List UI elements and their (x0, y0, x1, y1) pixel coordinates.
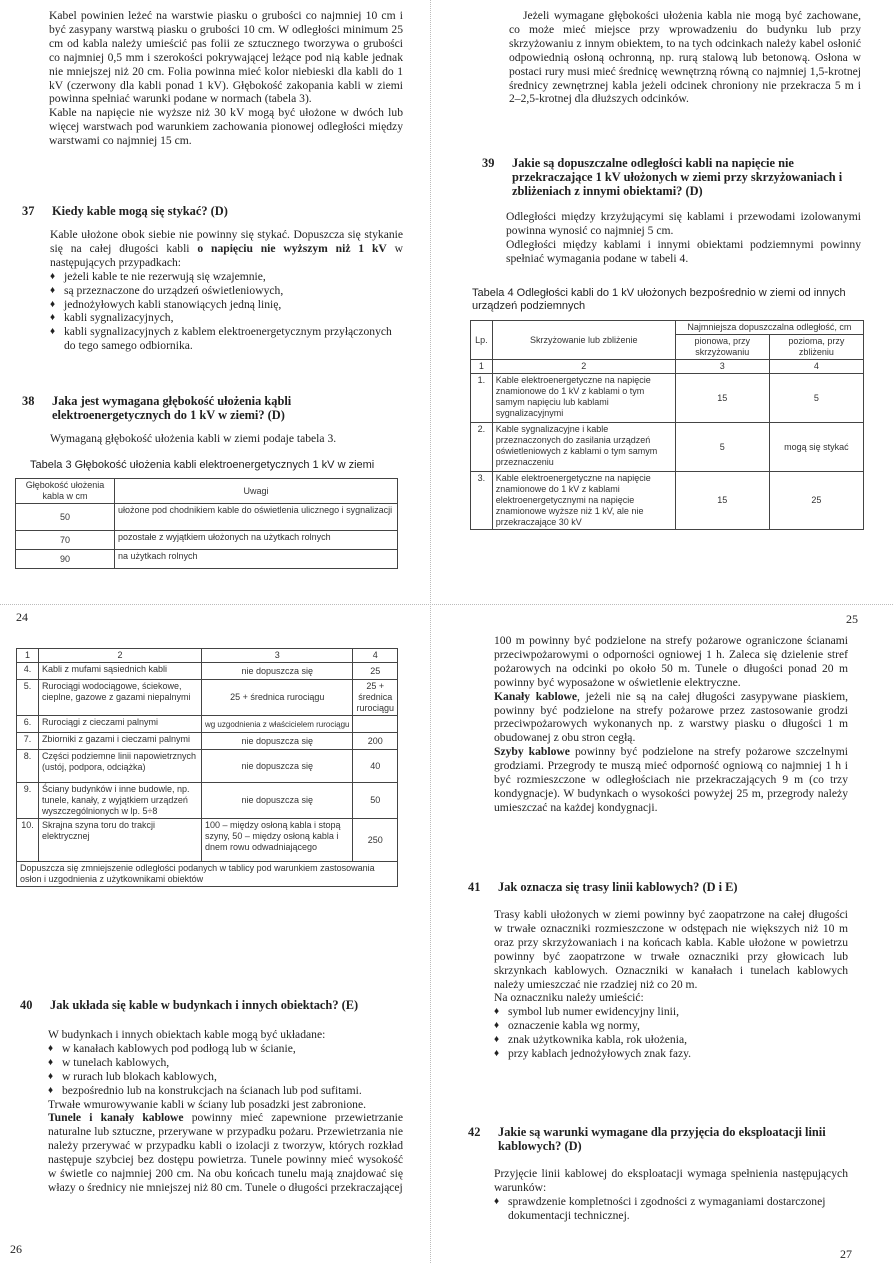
list-item: ♦ są przeznaczone do urządzeń oświetleniowych, (50, 284, 403, 298)
table-row (17, 862, 398, 887)
table-cell: 100 – między osłoną kabla i stopą szyny, 50 – między osłoną kabla i dnem rowu odwadniającego (201, 819, 353, 862)
page25-intro (509, 9, 861, 106)
table-cell: 10. (17, 819, 39, 862)
page24-para1: Kabel powinien leżeć na warstwie piasku o grubości co najmniej 10 cm i być zasypany warstwą piasku o grubości 10 cm. W odległości minimum 25 cm od kabla należy umieścić pas folii ze sztucznego tworzywa o grubości co najmniej 0,5 mm i szerokości pokrywającej leżące pod nią kable jednak nie mniejszej niż 20 cm. Folia powinna mieć kolor niebieski dla kabli do 1 kV (czerwony dla kabli ponad 1 kV). Głębokość zakopania kabli w ziemi powinna spełniać warunki podane w normach (tabela 3). (49, 9, 403, 106)
page24-para2: Kable na napięcie nie wyższe niż 30 kV mogą być ułożone w dwóch lub więcej warstwach pod warunkiem zachowania pionowej odległości między warstwami co najmniej 15 cm. (49, 106, 403, 148)
list-item: ♦ znak użytkownika kabla, rok ułożenia, (494, 1033, 848, 1047)
question-40 (20, 998, 403, 1195)
table-row (16, 504, 398, 531)
table-header-cell: Skrzyżowanie lub zbliżenie (492, 321, 675, 360)
question-title: Kiedy kable mogą się stykać? (D) (52, 204, 228, 218)
question-38-heading (22, 394, 403, 422)
list-item: ♦ symbol lub numer ewidencyjny linii, (494, 1005, 848, 1019)
table-header-cell: Uwagi (115, 479, 398, 504)
question-40-intro: W budynkach i innych obiektach kable mogą być układane: (48, 1028, 326, 1041)
table-row (471, 360, 864, 374)
question-41-p2: Na oznaczniku należy umieścić: (494, 991, 644, 1005)
table-header-cell: pionowa, przy skrzyżowaniu (675, 335, 769, 360)
table-cell: 40 (353, 750, 398, 783)
table-cell: 70 (16, 531, 115, 550)
table-cell: 4. (17, 663, 39, 680)
table4-caption: Tabela 4 Odległości kabli do 1 kV ułożonych bezpośrednio w ziemi od innych urządzeń podziemnych (472, 287, 846, 312)
table-cell: 250 (353, 819, 398, 862)
table-cell: Ściany budynków i inne budowle, np. tunele, kanały, z wyjątkiem urządzeń wyszczególnionych w lp. 5÷8 (38, 783, 201, 819)
list-item: ♦ przy kablach jednożyłowych znak fazy. (494, 1047, 848, 1061)
question-title: Jaka jest wymagana głębokość ułożenia kąbli elektroenergetycznych do 1 kV w ziemi? (D) (52, 394, 292, 422)
question-title: Jakie są warunki wymagane dla przyjęcia do eksploatacji linii kablowych? (D) (498, 1125, 826, 1153)
list-item: ♦ kabli sygnalizacyjnych, (50, 311, 403, 325)
table-cell: 200 (353, 733, 398, 750)
question-37-heading (22, 204, 403, 218)
table-header-cell: Lp. (471, 321, 493, 360)
table-cell: 6. (17, 716, 39, 733)
table-row (17, 733, 398, 750)
table-cell: 25 (353, 663, 398, 680)
table-cell: 25 + średnica rurociągu (201, 680, 353, 716)
page27-p2: Kanały kablowe, jeżeli nie są na całej długości zasypywane piaskiem, powinny być podzielone na strefy pożarowe przez zastosowanie grodzi przeciwpożarowych wykonanych np. z warstwy piasku o długości 1 m obudowanej z obu stron cegłą. (494, 689, 848, 745)
table-header-cell: Najmniejsza dopuszczalna odległość, cm (675, 321, 863, 335)
table-cell: nie dopuszcza się (201, 783, 353, 819)
list-item: ♦ oznaczenie kabla wg normy, (494, 1019, 848, 1033)
table-cell: 5 (769, 374, 863, 423)
table-cell: Kable sygnalizacyjne i kable przeznaczonych do zasilania urządzeń oświetleniowych z kablami o tym samym przeznaczeniu (492, 423, 675, 472)
table-row (17, 783, 398, 819)
table-cell: Kable elektroenergetyczne na napięcie znamionowe do 1 kV z kablami o tym samym napięciu lub kablami sygnalizacyjnymi (492, 374, 675, 423)
table-row (471, 472, 864, 530)
table-row (471, 374, 864, 423)
table-cell: Kabli z mufami sąsiednich kabli (38, 663, 201, 680)
question-39 (482, 156, 861, 266)
question-number: 42 (468, 1125, 481, 1139)
list-item: ♦ bezpośrednio lub na konstrukcjach na ścianach lub pod sufitami. (48, 1084, 403, 1098)
page-number: 24 (16, 610, 28, 624)
table-cell: 50 (353, 783, 398, 819)
question-37-list (50, 270, 403, 353)
question-39-p1: Odległości między krzyżującymi się kablami i przewodami izolowanymi powinna wynosić co najmniej 5 cm. (506, 210, 861, 237)
table3-caption: Tabela 3 Głębokość ułożenia kabli elektroenergetycznych 1 kV w ziemi (30, 459, 375, 471)
table-cell: 3. (471, 472, 493, 530)
table-cell: 5 (675, 423, 769, 472)
question-37-intro: Kable ułożone obok siebie nie powinny się stykać. Dopuszcza się stykanie się na całej długości kabli o napięciu nie wyższym niż 1 kV w następujących przypadkach: (50, 228, 403, 269)
table-row (17, 663, 398, 680)
table-4-continued (16, 648, 398, 887)
question-title: Jak oznacza się trasy linii kablowych? (D i E) (498, 880, 738, 894)
question-41 (468, 880, 848, 1061)
page24-intro (49, 9, 403, 148)
table-row (16, 550, 398, 569)
table-row (17, 649, 398, 663)
table-cell: Części podziemne linii napowietrznych (ustój, podpora, odciążka) (38, 750, 201, 783)
table-cell: Kable elektroenergetyczne na napięcie znamionowe do 1 kV z kablami elektroenergetycznymi na napięcie znamionowe wyższe niż 1 kV, ale nie przekraczające 30 kV (492, 472, 675, 530)
table-cell: 25 + średnica rurociągu (353, 680, 398, 716)
list-item: ♦ kabli sygnalizacyjnych z kablem elektroenergetycznym przyłączonych do tego samego odbiornika. (50, 325, 403, 353)
table-cell: 4 (353, 649, 398, 663)
table-cell: 1. (471, 374, 493, 423)
table-cell: 1 (17, 649, 39, 663)
table-cell: mogą się stykać (769, 423, 863, 472)
question-40-p2: Trwałe wmurowywanie kabli w ściany lub posadzki jest zabronione. (48, 1097, 367, 1111)
page-gutter (430, 0, 431, 1263)
question-37 (22, 204, 403, 353)
table-row (16, 531, 398, 550)
table-cell: 15 (675, 472, 769, 530)
table-cell: wg uzgodnienia z właścicielem rurociągu (201, 716, 353, 733)
question-41-p1: Trasy kabli ułożonych w ziemi powinny być zaopatrzone na całej długości w trwałe oznaczniki rozmieszczone w odstępach nie większych niż 10 m oraz przy skrzyżowaniach i na końcach kabla. Kable ułożone w powietrzu powinny być zaopatrzone w trwałe oznaczniki przy głowicach lub skrzynkach kablowych. Oznaczniki w kanałach i tunelach kablowych należy umieszczać nie rzadziej niż co 20 m. (494, 908, 848, 991)
table-cell: 1 (471, 360, 493, 374)
table-row (17, 680, 398, 716)
question-42 (468, 1125, 848, 1223)
question-number: 39 (482, 156, 495, 170)
question-42-p1: Przyjęcie linii kablowej do eksploatacji wymaga spełnienia następujących warunków: (494, 1167, 848, 1194)
table-cell: 4 (769, 360, 863, 374)
table-header (16, 479, 398, 504)
question-number: 37 (22, 204, 35, 218)
question-38 (22, 394, 403, 446)
table-cell: 2. (471, 423, 493, 472)
table-3 (15, 478, 398, 569)
question-42-list (494, 1195, 848, 1223)
table-cell: 8. (17, 750, 39, 783)
table-cell: Dopuszcza się zmniejszenie odległości podanych w tablicy pod warunkiem zastosowania osłon i uzgodnienia z użytkownikami obiektów (17, 862, 398, 887)
table-cell: nie dopuszcza się (201, 663, 353, 680)
page27-p1: 100 m powinny być podzielone na strefy pożarowe ograniczone ścianami przeciwpożarowymi o odporności ogniowej 1 h. Zaleca się dzielenie stref pożarowych na odcinki po około 50 m. Tunele o długości ponad 20 m powinny być wyposażone w oświetlenie elektryczne. (494, 634, 848, 689)
page-number: 27 (840, 1247, 852, 1261)
page-number: 25 (846, 612, 858, 626)
list-item: ♦ w rurach lub blokach kablowych, (48, 1070, 403, 1084)
question-40-heading (20, 998, 403, 1012)
table-4 (470, 320, 864, 530)
table-cell: 90 (16, 550, 115, 569)
question-40-list (48, 1042, 403, 1098)
question-title: Jakie są dopuszczalne odległości kabli na napięcie nie przekraczające 1 kV ułożonych w ziemi przy skrzyżowaniach i zbliżeniach z innymi obiektami? (D) (512, 156, 843, 198)
table-cell: 3 (201, 649, 353, 663)
list-item: ♦ jednożyłowych kabli stanowiących jedną linię, (50, 298, 403, 312)
table-cell: 9. (17, 783, 39, 819)
table-cell: pozostałe z wyjątkiem ułożonych na użytkach rolnych (115, 531, 398, 550)
table-cell: 7. (17, 733, 39, 750)
question-38-text: Wymaganą głębokość ułożenia kabli w ziemi podaje tabela 3. (50, 432, 337, 445)
question-number: 40 (20, 998, 33, 1012)
table-cell: nie dopuszcza się (201, 750, 353, 783)
table-cell: na użytkach rolnych (115, 550, 398, 569)
question-39-p2: Odległości między kablami i innymi obiektami podziemnymi powinny spełniać wymagania podane w tabeli 4. (506, 237, 861, 265)
table-header-cell: pozioma, przy zbliżeniu (769, 335, 863, 360)
table-row (471, 423, 864, 472)
table-cell: 5. (17, 680, 39, 716)
page27-intro (494, 634, 848, 815)
question-39-heading (482, 156, 861, 198)
table-cell: Zbiorniki z gazami i cieczami palnymi (38, 733, 201, 750)
question-41-heading (468, 880, 848, 894)
table-cell: 25 (769, 472, 863, 530)
page-number: 26 (10, 1242, 22, 1256)
table-cell: 15 (675, 374, 769, 423)
table-cell: Rurociągi wodociągowe, ściekowe, cieplne, gazowe z gazami niepalnymi (38, 680, 201, 716)
page25-para1: Jeżeli wymagane głębokości ułożenia kabla nie mogą być zachowane, co może mieć miejsce przy wprowadzeniu do budynku lub przy skrzyżowaniu z innym obiektem, to na tych odcinkach należy kabel osłonić odpowiednią osłoną ochronną, np. rurą stalową lub betonową. Osłona w postaci rury musi mieć średnicę wewnętrzną równą co najmniej 1,5-krotnej średnicy zewnętrznej kabla jeżeli odcinek chroniony nie przekracza 5 m i 2–2,5-krotnej dla dłuższych odcinków. (509, 9, 861, 106)
question-40-p3: Tunele i kanały kablowe powinny mieć zapewnione przewietrzanie naturalne lub sztuczne, przerywane w przypadku pożaru. Przewietrzania nie należy przerywać w przypadku kabli o izolacji z tworzyw, których rozkład następuje szybciej bez dostępu powietrza. Tunele powinny mieć wysokość w świetle co najmniej 200 cm. Na obu końcach tunelu mają znajdować się włazy o średnicy nie mniejszej niż 80 cm. Tunele o długości przekraczającej (48, 1111, 403, 1194)
question-number: 41 (468, 880, 481, 894)
table-cell: Skrajna szyna toru do trakcji elektrycznej (38, 819, 201, 862)
table-row (17, 750, 398, 783)
question-title: Jak układa się kable w budynkach i innych obiektach? (E) (50, 998, 359, 1012)
page27-p3: Szyby kablowe powinny być podzielone na strefy pożarowe szczelnymi grodziami. Przegrody te muszą mieć odporność ogniową co najmniej 1 h i być rozmieszczone w odległościach nie przekraczających 9 m (co trzy kondygnacje). W budynkach o wysokości powyżej 25 m, przegrody należy umieszczać na każdej kondygnacji. (494, 745, 848, 814)
table-cell: ułożone pod chodnikiem kable do oświetlenia ulicznego i sygnalizacji (115, 504, 398, 531)
table-row (17, 716, 398, 733)
list-item: ♦ w kanałach kablowych pod podłogą lub w ścianie, (48, 1042, 403, 1056)
list-item: ♦ jeżeli kable te nie rezerwują się wzajemnie, (50, 270, 403, 284)
table-header (471, 321, 864, 335)
list-item: ♦ w tunelach kablowych, (48, 1056, 403, 1070)
table-header-cell: Głębokość ułożenia kabla w cm (16, 479, 115, 504)
table-row (17, 819, 398, 862)
question-41-list (494, 1005, 848, 1061)
question-42-heading (468, 1125, 848, 1153)
table-cell: 3 (675, 360, 769, 374)
question-number: 38 (22, 394, 35, 408)
table-cell: nie dopuszcza się (201, 733, 353, 750)
table-cell (353, 716, 398, 733)
table-cell: 50 (16, 504, 115, 531)
table-cell: 2 (492, 360, 675, 374)
table-cell: Rurociągi z cieczami palnymi (38, 716, 201, 733)
table-cell: 2 (38, 649, 201, 663)
spread-divider (0, 604, 893, 605)
list-item: ♦ sprawdzenie kompletności i zgodności z wymaganiami dostarczonej dokumentacji technicznej. (494, 1195, 848, 1223)
